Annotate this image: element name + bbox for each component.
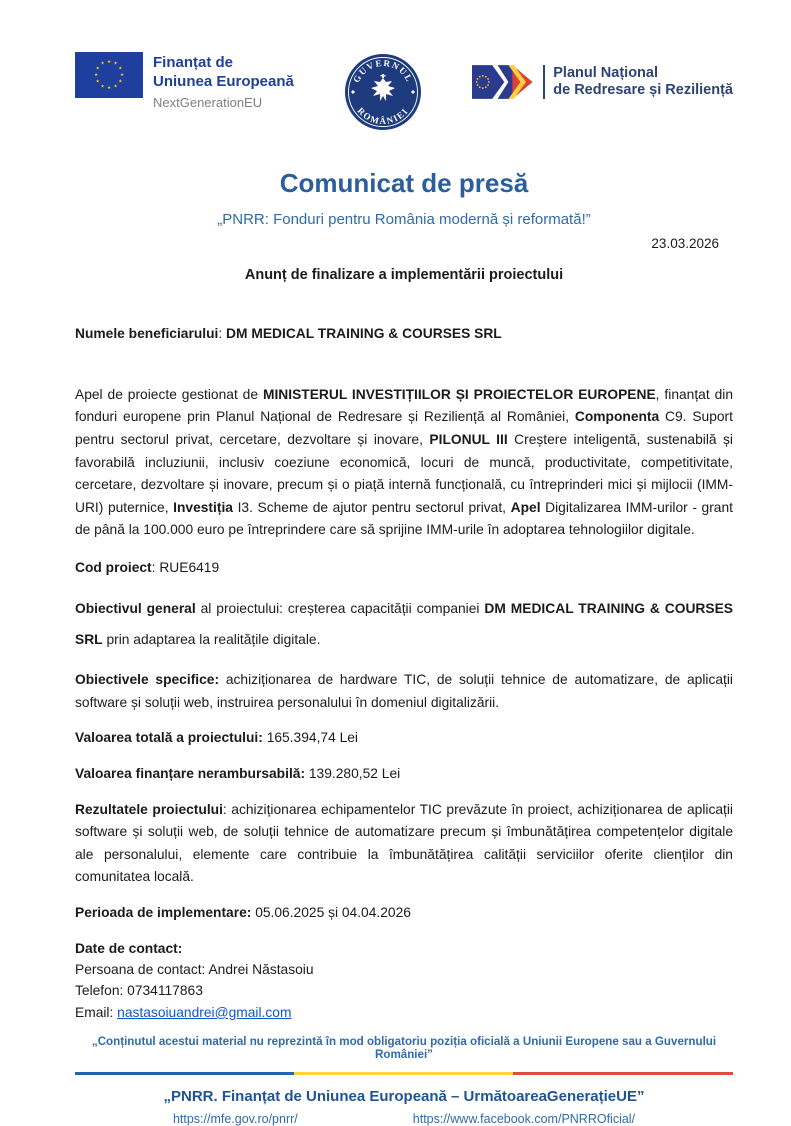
general-objective-paragraph: Obiectivul general al proiectului: creșterea capacității companiei DM MEDICAL TRAINING & COURSES SRL prin adaptarea la realitățile digitale.: [75, 600, 733, 648]
eu-logo-line2: Uniunea Europeană: [153, 72, 294, 90]
contact-email-line: [75, 1002, 733, 1023]
seal-text-top: GUVERNUL: [351, 57, 415, 85]
project-code-line: Cod proiect: RUE6419: [75, 560, 220, 575]
contact-person-line: Persoana de contact: Andrei Năstasoiu: [75, 962, 314, 978]
contact-block: [75, 938, 733, 1024]
pnrr-arrows-icon: [472, 60, 534, 104]
eu-funding-logo: [75, 52, 294, 111]
svg-text:★: ★: [106, 85, 112, 90]
seal-text-bottom: ROMÂNIEI: [355, 105, 411, 127]
date: 23.03.2026: [651, 236, 719, 251]
email-link[interactable]: nastasoiuandrei@gmail.com: [117, 1004, 292, 1020]
svg-text:★: ★: [106, 59, 112, 64]
eu-logo-text: [153, 52, 294, 111]
email-label: Email:: [75, 1004, 118, 1020]
contact-phone-line: Telefon: 0734117863: [75, 983, 203, 999]
implementation-period-line: Perioada de implementare: 05.06.2025 și 04.04.2026: [75, 905, 411, 921]
mfe-link[interactable]: https://mfe.gov.ro/pnrr/: [172, 1112, 298, 1126]
footer-links: [75, 1112, 733, 1126]
eu-flag-icon: [75, 52, 143, 98]
logo-header: [75, 52, 733, 144]
announcement-heading: Anunț de finalizare a implementării proiectului: [244, 267, 564, 283]
government-seal-icon: [343, 52, 423, 132]
grant-value-line: Valoarea finanțare nerambursabilă: 139.280,52 Lei: [75, 765, 401, 781]
svg-text:★: ★: [93, 72, 99, 77]
project-call-paragraph: Apel de proiecte gestionat de MINISTERUL INVESTIȚIILOR ȘI PROIECTELOR EUROPENE, finanțat din fonduri europene prin Planul Național de Redresare și Reziliență al României, Componenta C9. Suport pentru sectorul privat, cercetare, dezvoltare și inovare, PILONUL III Creștere inteligentă, sustenabilă și favorabilă incluziunii, inclusiv coeziune economică, locuri de muncă, productivitate, competitivitate, cercetare, dezvoltare și inovare, precum și o piață internă funcțională, cu întreprinderi mici și mijlocii (IMM-URI) puternice, Investiția I3. Scheme de ajutor pentru sectorul privat, Apel Digitalizarea IMM-urilor - grant de până la 100.000 euro pe întreprindere care să sprijine IMM-urile în adoptarea tehnologiilor digitale.: [75, 386, 733, 538]
eu-logo-line1: Finanțat de: [153, 54, 234, 71]
results-paragraph: Rezultatele proiectului: achiziționarea echipamentelor TIC prevăzute în proiect, achiziționarea de aplicații software și soluții web, de soluții tehnice de automatizare precum și îmbunătățirea competențelor digitale ale personalului, elemente care contribuie la îmbunătățirea calității serviciilor oferite clienților din comunitatea locală.: [75, 801, 733, 885]
disclaimer-text: „Conținutul acestui material nu reprezintă în mod obligatoriu poziția oficială a Uniunii Europene sau a Guvernului României”: [91, 1035, 717, 1062]
svg-text:★: ★: [118, 78, 123, 84]
svg-text:★: ★: [100, 83, 105, 89]
government-of-romania-seal: [343, 52, 423, 137]
svg-text:★: ★: [95, 65, 100, 71]
svg-text:★: ★: [118, 65, 123, 71]
svg-text:★: ★: [113, 83, 118, 89]
specific-objectives-paragraph: Obiectivele specifice: achiziționarea de hardware TIC, de soluții tehnice de automatizare, de aplicații software și soluții web, instruirea personalului în domeniul digitalizării.: [75, 672, 733, 710]
beneficiary-line: Numele beneficiarului: DM MEDICAL TRAINING & COURSES SRL: [75, 326, 502, 341]
svg-text:★: ★: [95, 78, 100, 84]
svg-text:★: ★: [113, 60, 118, 66]
pnrr-logo: [472, 60, 733, 104]
page-title: Comunicat de presă: [279, 168, 529, 198]
facebook-link[interactable]: https://www.facebook.com/PNRROficial/: [412, 1112, 636, 1126]
total-value-line: Valoarea totală a proiectului: 165.394,74 Lei: [75, 730, 358, 746]
document-body: [75, 323, 733, 1023]
svg-text:★: ★: [119, 72, 125, 77]
pnrr-logo-line2: de Redresare și Reziliență: [553, 82, 733, 98]
document-footer: [75, 1035, 733, 1126]
contact-heading: Date de contact:: [75, 940, 183, 956]
pnrr-tagline: „PNRR. Finanțat de Uniunea Europeană – UrmătoareaGenerațieUE”: [163, 1088, 645, 1106]
tricolor-divider: [75, 1072, 733, 1075]
svg-text:★: ★: [100, 60, 105, 66]
pnrr-logo-line1: Planul Național: [553, 64, 659, 81]
pnrr-logo-text: [543, 65, 733, 99]
eu-logo-line3: NextGenerationEU: [153, 94, 263, 110]
subtitle: „PNRR: Fonduri pentru România modernă și reformată!”: [217, 211, 591, 228]
